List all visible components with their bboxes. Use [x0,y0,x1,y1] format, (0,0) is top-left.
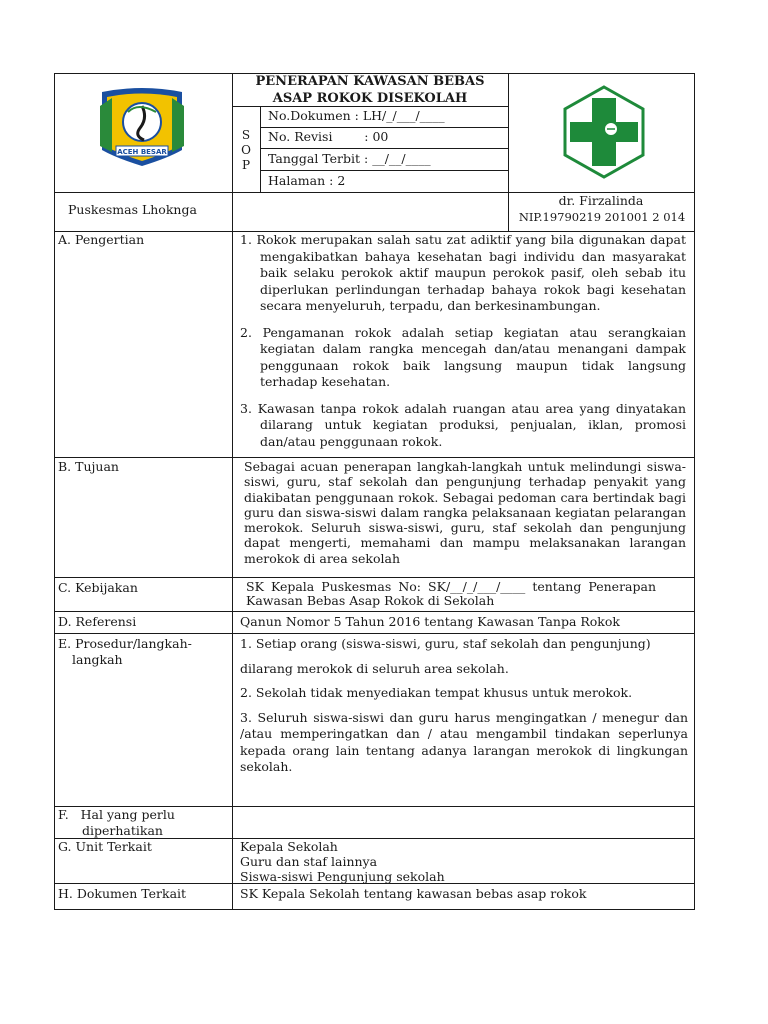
section-a-item-2: 2. Pengamanan rokok adalah setiap kegiatan atau serangkaian kegiatan dalam rangka mencegah dan/atau menangani dampak penggunaan rokok baik langsung maupun tidak langsung terhadap kesehatan. [240,324,686,389]
sop-letter-p: P [241,158,251,172]
section-e-label-line-2: langkah [72,652,123,667]
section-c-text: SK Kepala Puskesmas No: SK/__/_/___/____ tentang Penerapan Kawasan Bebas Asap Rokok di Sekolah [246,579,656,608]
row-line-b [54,577,695,578]
sop-letter-s: S [241,128,251,142]
row-line-c [54,611,695,612]
section-e-item-1-cont: dilarang merokok di seluruh area sekolah. [240,660,509,676]
sop-letter-o: O [241,143,251,157]
section-f-label-line-2: diperhatikan [82,823,163,838]
section-b-label: B. Tujuan [58,459,119,474]
section-d-text: Qanun Nomor 5 Tahun 2016 tentang Kawasan Tanpa Rokok [240,614,620,629]
aceh-besar-emblem-icon [98,88,186,170]
section-a-label: A. Pengertian [58,232,145,247]
section-g-item-2: Guru dan staf lainnya [240,854,378,869]
section-e-item-3: 3. Seluruh siswa-siswi dan guru harus mengingatkan / menegur dan /atau memperingatkan dan / atau mengambil tindakan seperlunya kepada orang lain tentang adanya larangan merokok di lingkungan sekolah. [240,709,688,774]
table-border-right [694,73,695,910]
puskesmas-logo-icon [556,84,652,180]
body-column-divider [232,231,233,910]
section-g-item-3: Siswa-siswi Pengunjung sekolah [240,869,445,884]
section-e-label-line-1: E. Prosedur/langkah- [58,636,192,651]
field-no-dokumen: No.Dokumen : LH/_/___/____ [268,108,445,123]
signer-nip: NIP.19790219 201001 2 014 [518,210,686,224]
signer-name: dr. Firzalinda [558,193,644,208]
org-name: Puskesmas Lhoknga [68,202,197,217]
field-line-2 [260,148,509,149]
document-title [232,73,508,107]
title-line-2: ASAP ROKOK DISEKOLAH [272,91,468,106]
section-h-text: SK Kepala Sekolah tentang kawasan bebas asap rokok [240,886,587,901]
table-border-bottom [54,909,695,910]
section-g-label: G. Unit Terkait [58,839,152,854]
section-f-label-line-1: F. Hal yang perlu [58,807,175,822]
row-line-d [54,633,695,634]
section-a-content [240,232,686,450]
field-halaman: Halaman : 2 [268,173,346,188]
section-a-item-3: 3. Kawasan tanpa rokok adalah ruangan atau area yang dinyatakan dilarang untuk kegiatan produksi, penjualan, iklan, promosi dan/atau penggunaan rokok. [240,400,686,449]
section-d-label: D. Referensi [58,614,137,629]
field-line-1 [260,127,509,128]
field-tanggal-terbit: Tanggal Terbit : __/__/____ [268,151,431,166]
emblem-caption: ACEH BESAR [117,148,167,156]
title-line-1: PENERAPAN KAWASAN BEBAS [255,74,485,89]
sop-divider [260,106,261,192]
field-line-3 [260,170,509,171]
section-c-label: C. Kebijakan [58,580,138,595]
row-line-a [54,457,695,458]
section-e-item-2: 2. Sekolah tidak menyediakan tempat khusus untuk merokok. [240,685,633,700]
section-e-item-1: 1. Setiap orang (siswa-siswi, guru, staf sekolah dan pengunjung) [240,636,651,651]
section-g-item-1: Kepala Sekolah [240,839,338,854]
section-b-text: Sebagai acuan penerapan langkah-langkah untuk melindungi siswa-siswi, guru, staf sekolah dan pengunjung terhadap penyakit yang diakibatan penggunaan rokok. Sebagai pedoman cara bertindak bagi guru dan siswa-siswi dalam rangka pelaksanaan kegiatan pelarangan merokok. Seluruh siswa-siswi, guru, staf sekolah dan pengunjung dapat mengerti, memahami dan mampu melaksanakan larangan merokok di area sekolah [244,459,686,566]
section-a-item-1: 1. Rokok merupakan salah satu zat adiktif yang bila digunakan dapat mengakibatkan bahaya kesehatan bagi individu dan masyarakat baik selaku perokok aktif maupun perokok pasif, oleh sebab itu diperlukan perlindungan terhadap bahaya rokok bagi kesehatan secara menyeluruh, terpadu, dan berkesinambungan. [240,232,686,313]
section-e-content [240,636,688,776]
field-no-revisi: No. Revisi : 00 [268,129,389,144]
table-border-left [54,73,55,910]
section-h-label: H. Dokumen Terkait [58,886,187,901]
